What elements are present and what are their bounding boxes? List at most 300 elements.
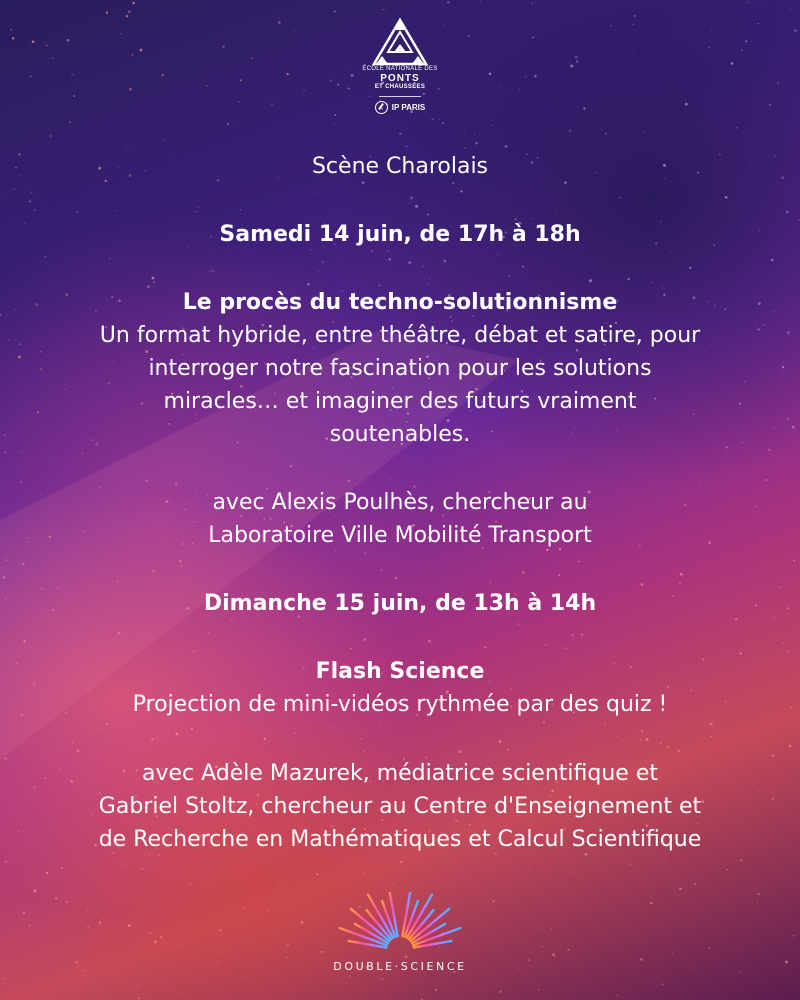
speckle [119, 921, 120, 922]
speckle [740, 972, 742, 974]
speckle [610, 572, 611, 573]
speckle [24, 222, 27, 225]
speckle [29, 201, 31, 203]
speckle [782, 366, 784, 368]
speckle [62, 898, 63, 899]
speckle [646, 738, 649, 741]
speckle [45, 722, 46, 723]
speckle [294, 30, 295, 31]
speckle [727, 869, 729, 871]
speckle [191, 728, 194, 731]
speckle [218, 951, 220, 953]
speckle [22, 563, 24, 565]
speckle [227, 123, 229, 125]
school-name-line1: ÉCOLE NATIONALE DES [362, 66, 438, 72]
speckle [119, 878, 120, 879]
event1-description-line: soutenables. [329, 422, 471, 447]
speckle [640, 739, 642, 741]
speckle [542, 721, 545, 724]
speckle [3, 504, 4, 505]
speckle [16, 8, 17, 9]
speckle [87, 927, 89, 929]
speckle [61, 109, 62, 110]
speckle [193, 651, 194, 652]
speckle [306, 30, 307, 31]
speckle [40, 2, 41, 3]
speckle [619, 641, 620, 642]
speckle [583, 107, 585, 109]
speckle [126, 15, 128, 17]
speckle [263, 737, 266, 740]
speckle [474, 134, 475, 135]
speckle [468, 35, 470, 37]
speckle [541, 929, 542, 930]
enpc-logo [345, 18, 455, 114]
event2-speaker-line: de Recherche en Mathématiques et Calcul Scientifique [98, 827, 702, 852]
speckle [787, 417, 790, 420]
speckle [160, 936, 162, 938]
speckle [715, 568, 716, 569]
speckle [4, 451, 6, 453]
speckle [12, 37, 15, 40]
speckle [348, 580, 349, 581]
speckle [415, 205, 418, 208]
speckle [364, 871, 366, 873]
speckle [632, 50, 633, 51]
school-name-line2: PONTS [380, 73, 420, 84]
speckle [788, 621, 789, 622]
speckle [198, 483, 199, 484]
speckle [276, 630, 277, 631]
speckle [771, 797, 774, 800]
speckle [34, 889, 37, 892]
speckle [350, 648, 352, 650]
speckle [149, 653, 150, 654]
speckle [97, 913, 98, 914]
speckle [442, 122, 444, 124]
speckle [435, 989, 437, 991]
speckle [52, 58, 53, 59]
speckle [77, 750, 80, 753]
speckle [251, 57, 253, 59]
event1-speaker-line: Laboratoire Ville Mobilité Transport [208, 523, 592, 548]
speckle [10, 29, 12, 31]
speckle [243, 976, 244, 977]
speckle [550, 928, 551, 929]
speckle [680, 573, 683, 576]
speckle [513, 107, 514, 108]
speckle [217, 960, 219, 962]
speckle [781, 983, 782, 984]
speckle [531, 2, 533, 4]
speckle [140, 49, 143, 52]
speckle [18, 153, 20, 155]
speckle [32, 40, 35, 43]
speckle [432, 567, 433, 568]
speckle [514, 939, 515, 940]
speckle [491, 125, 492, 126]
speckle [431, 118, 433, 120]
speckle [94, 189, 95, 190]
speckle [381, 978, 384, 981]
speckle [6, 560, 7, 561]
speckle [572, 634, 574, 636]
speckle [65, 901, 67, 903]
speckle [495, 99, 496, 100]
speckle [264, 27, 265, 28]
speckle [364, 552, 367, 555]
speckle [129, 88, 132, 91]
speckle [787, 607, 789, 609]
speckle [30, 191, 33, 194]
speckle [303, 90, 305, 92]
speckle [10, 245, 11, 246]
speckle [359, 863, 361, 865]
double-science-logo [310, 892, 490, 973]
speckle [626, 878, 627, 879]
speckle [84, 969, 86, 971]
speckle [287, 957, 288, 958]
speckle [142, 868, 144, 870]
speckle [469, 979, 470, 980]
speckle [3, 576, 5, 578]
speckle [787, 331, 790, 334]
event2-date: Dimanche 15 juin, de 13h à 14h [203, 591, 597, 616]
speckle [542, 946, 543, 947]
speckle [21, 714, 23, 716]
speckle [33, 683, 36, 686]
speckle [518, 969, 519, 970]
speckle [769, 104, 771, 106]
speckle [30, 76, 32, 78]
speckle [787, 651, 789, 653]
speckle [733, 28, 734, 29]
speckle [427, 283, 428, 284]
speckle [316, 873, 318, 875]
speckle [778, 328, 779, 329]
speckle [660, 984, 661, 985]
speckle [689, 267, 691, 269]
speckle [463, 130, 464, 131]
speckle [31, 20, 32, 21]
speckle [793, 935, 795, 937]
speckle [380, 725, 381, 726]
speckle [545, 644, 547, 646]
speckle [364, 638, 366, 640]
speckle [132, 54, 134, 56]
speckle [777, 82, 780, 85]
speckle [589, 279, 592, 282]
speckle [76, 211, 78, 213]
speckle [6, 314, 7, 315]
speckle [209, 271, 210, 272]
speckle [203, 99, 204, 100]
speckle [538, 989, 540, 991]
speckle [534, 75, 536, 77]
speckle [620, 197, 621, 198]
speckle [641, 583, 644, 586]
speckle [9, 788, 10, 789]
speckle [636, 735, 637, 736]
speckle [209, 939, 210, 940]
speckle [745, 40, 747, 42]
speckle [0, 486, 1, 488]
speckle [689, 569, 690, 570]
speckle [234, 123, 235, 124]
speckle [65, 143, 66, 144]
speckle [601, 129, 602, 130]
speckle [24, 843, 25, 844]
event1-speaker-line: avec Alexis Poulhès, chercheur au [212, 490, 588, 515]
speckle [767, 846, 768, 847]
speckle [395, 576, 398, 579]
speckle [780, 586, 781, 587]
speckle [195, 211, 196, 212]
speckle [302, 474, 303, 475]
speckle [271, 104, 273, 106]
speckle [46, 45, 48, 47]
speckle [325, 576, 326, 577]
speckle [525, 76, 527, 78]
speckle [778, 285, 779, 286]
speckle [660, 742, 662, 744]
speckle [334, 114, 336, 116]
speckle [245, 41, 246, 42]
speckle [789, 745, 792, 748]
speckle [773, 427, 775, 429]
speckle [286, 943, 289, 946]
speckle [28, 541, 29, 542]
speckle [727, 753, 728, 754]
speckle [73, 95, 75, 97]
speckle [23, 640, 26, 643]
speckle [405, 145, 407, 147]
speckle [532, 36, 534, 38]
speckle [33, 786, 36, 789]
speckle [790, 706, 792, 708]
speckle [348, 480, 351, 483]
speckle [569, 129, 572, 132]
speckle [15, 167, 16, 168]
speckle [498, 86, 499, 87]
speckle [632, 24, 634, 26]
event1-description-line: interroger notre fascination pour les solutions [148, 356, 652, 381]
speckle [202, 474, 203, 475]
speckle [45, 200, 46, 201]
speckle [55, 897, 57, 899]
event2-speaker-line: Gabriel Stoltz, chercheur au Centre d'Enseignement et [98, 794, 702, 819]
speckle [16, 662, 18, 664]
speckle [711, 464, 712, 465]
speckle [128, 11, 131, 14]
speckle [49, 135, 52, 138]
speckle [499, 990, 502, 993]
speckle [567, 948, 570, 951]
speckle [459, 750, 462, 753]
ip-paris-label: IP PARIS [391, 103, 426, 112]
speckle [195, 862, 196, 863]
speckle [141, 748, 142, 749]
ip-paris-icon [375, 101, 388, 114]
speckle [505, 145, 508, 148]
speckle [295, 732, 297, 734]
speckle [709, 947, 710, 948]
speckle [508, 275, 510, 277]
speckle [332, 726, 333, 727]
speckle [225, 908, 226, 909]
speckle [8, 339, 10, 341]
speckle [731, 62, 734, 65]
speckle [153, 281, 155, 283]
speckle [61, 867, 63, 869]
speckle [444, 260, 447, 263]
speckle [573, 639, 574, 640]
speckle [207, 886, 209, 888]
speckle [35, 303, 38, 306]
speckle [4, 887, 6, 889]
speckle [81, 452, 83, 454]
speckle [746, 968, 747, 969]
speckle [190, 883, 192, 885]
speckle [6, 194, 7, 195]
speckle [5, 598, 7, 600]
speckle [21, 451, 22, 452]
speckle [576, 60, 578, 62]
speckle [460, 190, 462, 192]
speckle [87, 909, 88, 910]
speckle [161, 74, 164, 77]
speckle [408, 261, 411, 264]
speckle [499, 740, 502, 743]
speckle [69, 121, 71, 123]
speckle [774, 155, 776, 157]
speckle [37, 411, 39, 413]
speckle [337, 83, 339, 85]
speckle [621, 262, 622, 263]
speckle [763, 324, 765, 326]
speckle [793, 560, 795, 562]
speckle [616, 994, 617, 995]
speckle [18, 831, 19, 832]
speckle [20, 175, 22, 177]
speckle [685, 103, 688, 106]
speckle [771, 359, 772, 360]
speckle [556, 213, 557, 214]
speckle [10, 882, 12, 884]
speckle [504, 125, 505, 126]
speckle [26, 736, 27, 737]
speckle [0, 314, 2, 316]
speckle [667, 746, 669, 748]
speckle [740, 859, 742, 861]
speckle [380, 569, 382, 571]
event2-title: Flash Science [315, 659, 485, 684]
speckle [782, 176, 785, 179]
speckle [145, 480, 147, 482]
speckle [758, 23, 760, 25]
speckle [427, 213, 429, 215]
event2-description-line: Projection de mini-vidéos rythmée par des quiz ! [132, 692, 668, 717]
speckle [115, 904, 116, 905]
speckle [526, 874, 527, 875]
speckle [158, 721, 159, 722]
speckle [286, 73, 288, 75]
speckle [115, 210, 117, 212]
speckle [243, 907, 245, 909]
speckle [758, 893, 760, 895]
speckle [152, 570, 155, 573]
speckle [279, 879, 281, 881]
speckle [15, 340, 16, 341]
speckle [219, 929, 221, 931]
speckle [330, 80, 332, 82]
speckle [670, 251, 671, 252]
speckle [610, 94, 611, 95]
speckle [762, 126, 763, 127]
speckle [360, 738, 361, 739]
speckle [445, 567, 446, 568]
speckle [678, 750, 680, 752]
speckle [497, 254, 499, 256]
speckle [644, 131, 645, 132]
speckle [14, 72, 15, 73]
speckle [301, 921, 303, 923]
speckle [240, 209, 242, 211]
speckle [46, 872, 48, 874]
speckle [165, 725, 166, 726]
speckle [117, 580, 119, 582]
speckle [231, 67, 232, 68]
speckle [175, 482, 178, 485]
speckle [691, 922, 692, 923]
speckle [4, 757, 7, 760]
speckle [14, 188, 16, 190]
speckle [18, 356, 21, 359]
speckle [528, 869, 529, 870]
event1-description-line: miracles… et imaginer des futurs vraiment [163, 389, 637, 414]
speckle [348, 975, 351, 978]
speckle [711, 29, 712, 30]
speckle [663, 858, 665, 860]
speckle [605, 723, 606, 724]
speckle [522, 265, 524, 267]
speckle [75, 961, 78, 964]
speckle [572, 83, 573, 84]
speckle [247, 472, 248, 473]
speckle [783, 5, 784, 6]
speckle [747, 2, 748, 3]
speckle [679, 582, 681, 584]
speckle [179, 560, 182, 563]
speckle [240, 79, 242, 81]
speckle [392, 560, 393, 561]
speckle [238, 101, 240, 103]
speckle [725, 196, 728, 199]
speckle [671, 953, 672, 954]
speckle [106, 12, 108, 14]
speckle [710, 722, 713, 725]
speckle [492, 900, 494, 902]
speckle [570, 65, 573, 68]
speckle [798, 219, 799, 220]
speckle [109, 257, 111, 259]
speckle [641, 730, 643, 732]
speckle [278, 21, 281, 24]
speckle [779, 177, 780, 178]
speckle [710, 736, 711, 737]
speckle [767, 514, 768, 515]
speckle [774, 311, 775, 312]
